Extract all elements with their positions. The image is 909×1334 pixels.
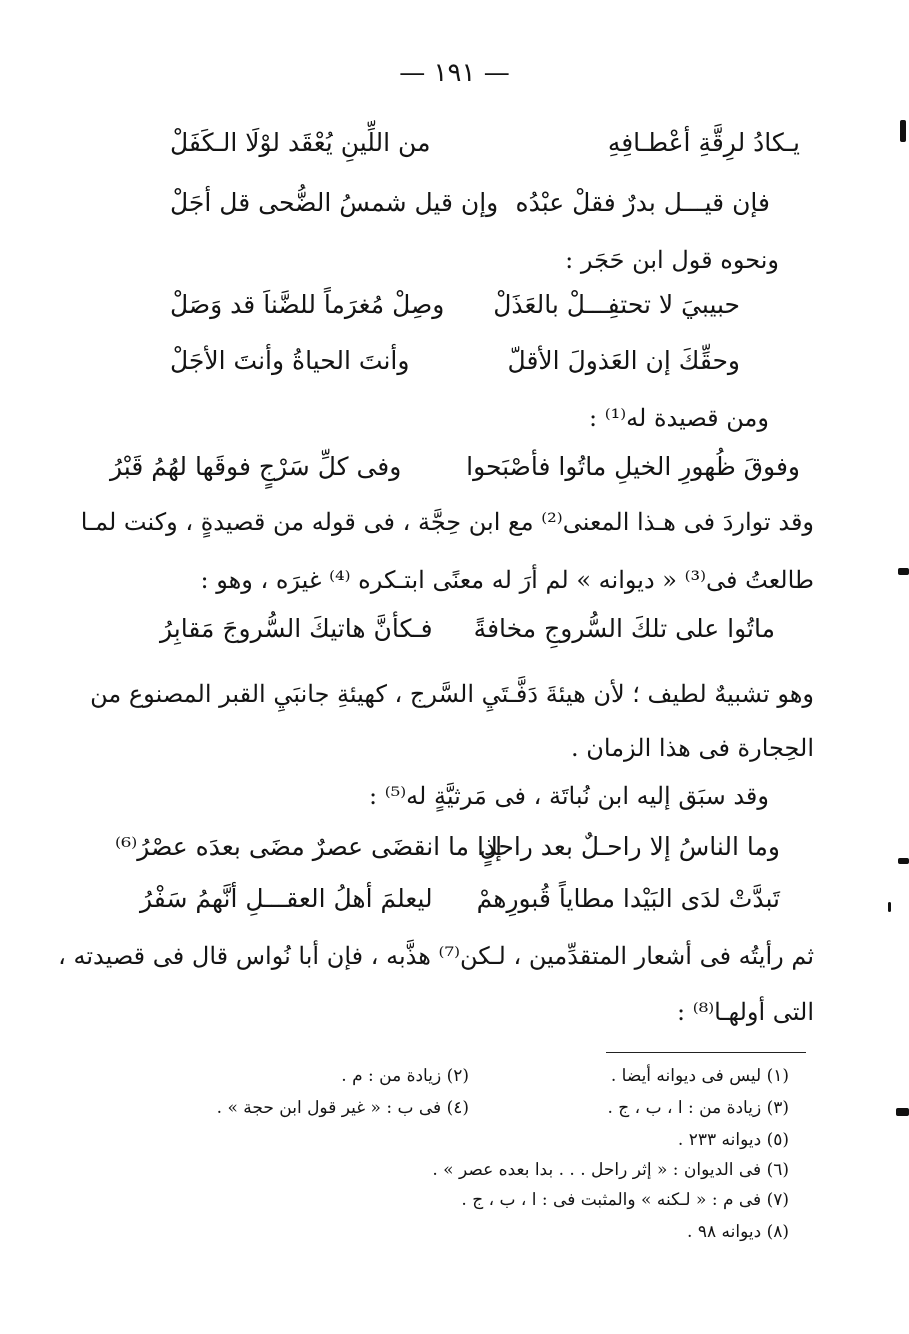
verse-hemistich-first: تَبدَّتْ لدَى البَيْدا مطاياً قُبورِهمْ [476,884,780,913]
intro-ibn-hajar: ونحوه قول ابن حَجَر : [565,246,779,274]
verse-line [110,452,800,492]
paragraph-line: طالعتُ فى⁽³⁾ « ديوانه » لم أرَ له معنًى ابتـكره ⁽⁴⁾ غيرَه ، وهو : [200,566,814,594]
verse-line [170,128,800,168]
verse-line [170,188,770,228]
page-number: — ١٩١ — [399,58,510,88]
verse-hemistich-second: فـكأنَّ هاتيكَ السُّروجَ مَقابِرُ [160,614,433,643]
footnote-separator [606,1052,806,1053]
paragraph-line: وهو تشبيهٌ لطيف ؛ لأن هيئةَ دَفَّـتَيِ السَّرج ، كهيئةِ جانبَيِ القبر المصنوع من [90,680,814,708]
footnote: (٦) فى الديوان : « إثر راحل . . . بدا بعده عصر » . [432,1160,789,1180]
scan-edge-mark [900,120,906,142]
verse-hemistich-first: فإن قيـــل بدرٌ فقلْ عبْدُه [515,188,770,217]
scan-edge-mark [898,568,909,575]
footnote: (٧) فى م : « لـكنه » والمثبت فى : ا ، ب ، ج . [461,1190,789,1210]
verse-hemistich-second: إذا ما انقضَى عصرٌ مضَى بعدَه عصْرُ⁽⁶⁾ [115,832,503,861]
scan-edge-mark [898,858,909,864]
verse-hemistich-first: وحقِّكَ إن العَذولَ الأقلّ [507,346,740,375]
footnote: (٨) ديوانه ٩٨ . [687,1222,789,1242]
verse-hemistich-first: حبيبيَ لا تحتفِـــلْ بالعَذَلْ [493,290,740,319]
paragraph-line: وقد تواردَ فى هـذا المعنى⁽²⁾ مع ابن حِجَّة ، فى قوله من قصيدةٍ ، وكنت لمـا [80,508,814,536]
verse-hemistich-second: وإن قيل شمسُ الضُّحى قل أجَلْ [170,188,499,217]
footnote: (٤) فى ب : « غير قول ابن حجة » . [216,1098,469,1118]
verse-hemistich-first: ماتُوا على تلكَ السُّروجِ مخافةً [473,614,775,643]
footnote: (١) ليس فى ديوانه أيضا . [610,1066,789,1086]
footnote: (٢) زيادة من : م . [341,1066,469,1086]
verse-hemistich-first: وما الناسُ إلا راحـلٌ بعد راحلٍ [479,832,780,861]
paragraph-line: الحِجارة فى هذا الزمان . [571,734,814,762]
verse-hemistich-second: من اللِّينِ يُعْقَد لوْلَا الـكَفَلْ [170,128,431,157]
verse-line [170,290,740,330]
scan-edge-mark [896,1108,909,1116]
scan-edge-mark [888,902,891,912]
intro-qasida: ومن قصيدة له⁽¹⁾ : [589,404,769,432]
verse-hemistich-first: يـكادُ لرِقَّةِ أعْطـافِهِ [607,128,800,157]
paragraph-line: ثم رأيتُه فى أشعار المتقدِّمين ، لـكن⁽⁷⁾ هذَّبه ، فإن أبا نُواس قال فى قصيدته ، [58,942,814,970]
footnote: (٣) زيادة من : ا ، ب ، ج . [607,1098,789,1118]
paragraph-line: التى أولهـا⁽⁸⁾ : [677,998,814,1026]
verse-hemistich-second: وفى كلِّ سَرْجٍ فوقَها لهُمُ قَبْرُ [110,452,402,481]
verse-hemistich-second: وصِلْ مُغرَماً للضَّناَ قد وَصَلْ [170,290,445,319]
verse-line [140,884,780,924]
footnote: (٥) ديوانه ٢٣٣ . [677,1130,789,1150]
verse-hemistich-second: ليعلمَ أهلُ العقـــلِ أنَّهمُ سَفْرُ [140,884,433,913]
verse-line [115,832,780,872]
intro-ibn-nubata: وقد سبَق إليه ابن نُباتَة ، فى مَرثيَّةٍ له⁽⁵⁾ : [369,782,769,810]
verse-line [160,614,775,654]
verse-hemistich-second: وأنتَ الحياةُ وأنتَ الأجَلْ [170,346,410,375]
verse-hemistich-first: وفوقَ ظُهورِ الخيلِ ماتُوا فأصْبَحوا [466,452,800,481]
verse-line [170,346,740,386]
